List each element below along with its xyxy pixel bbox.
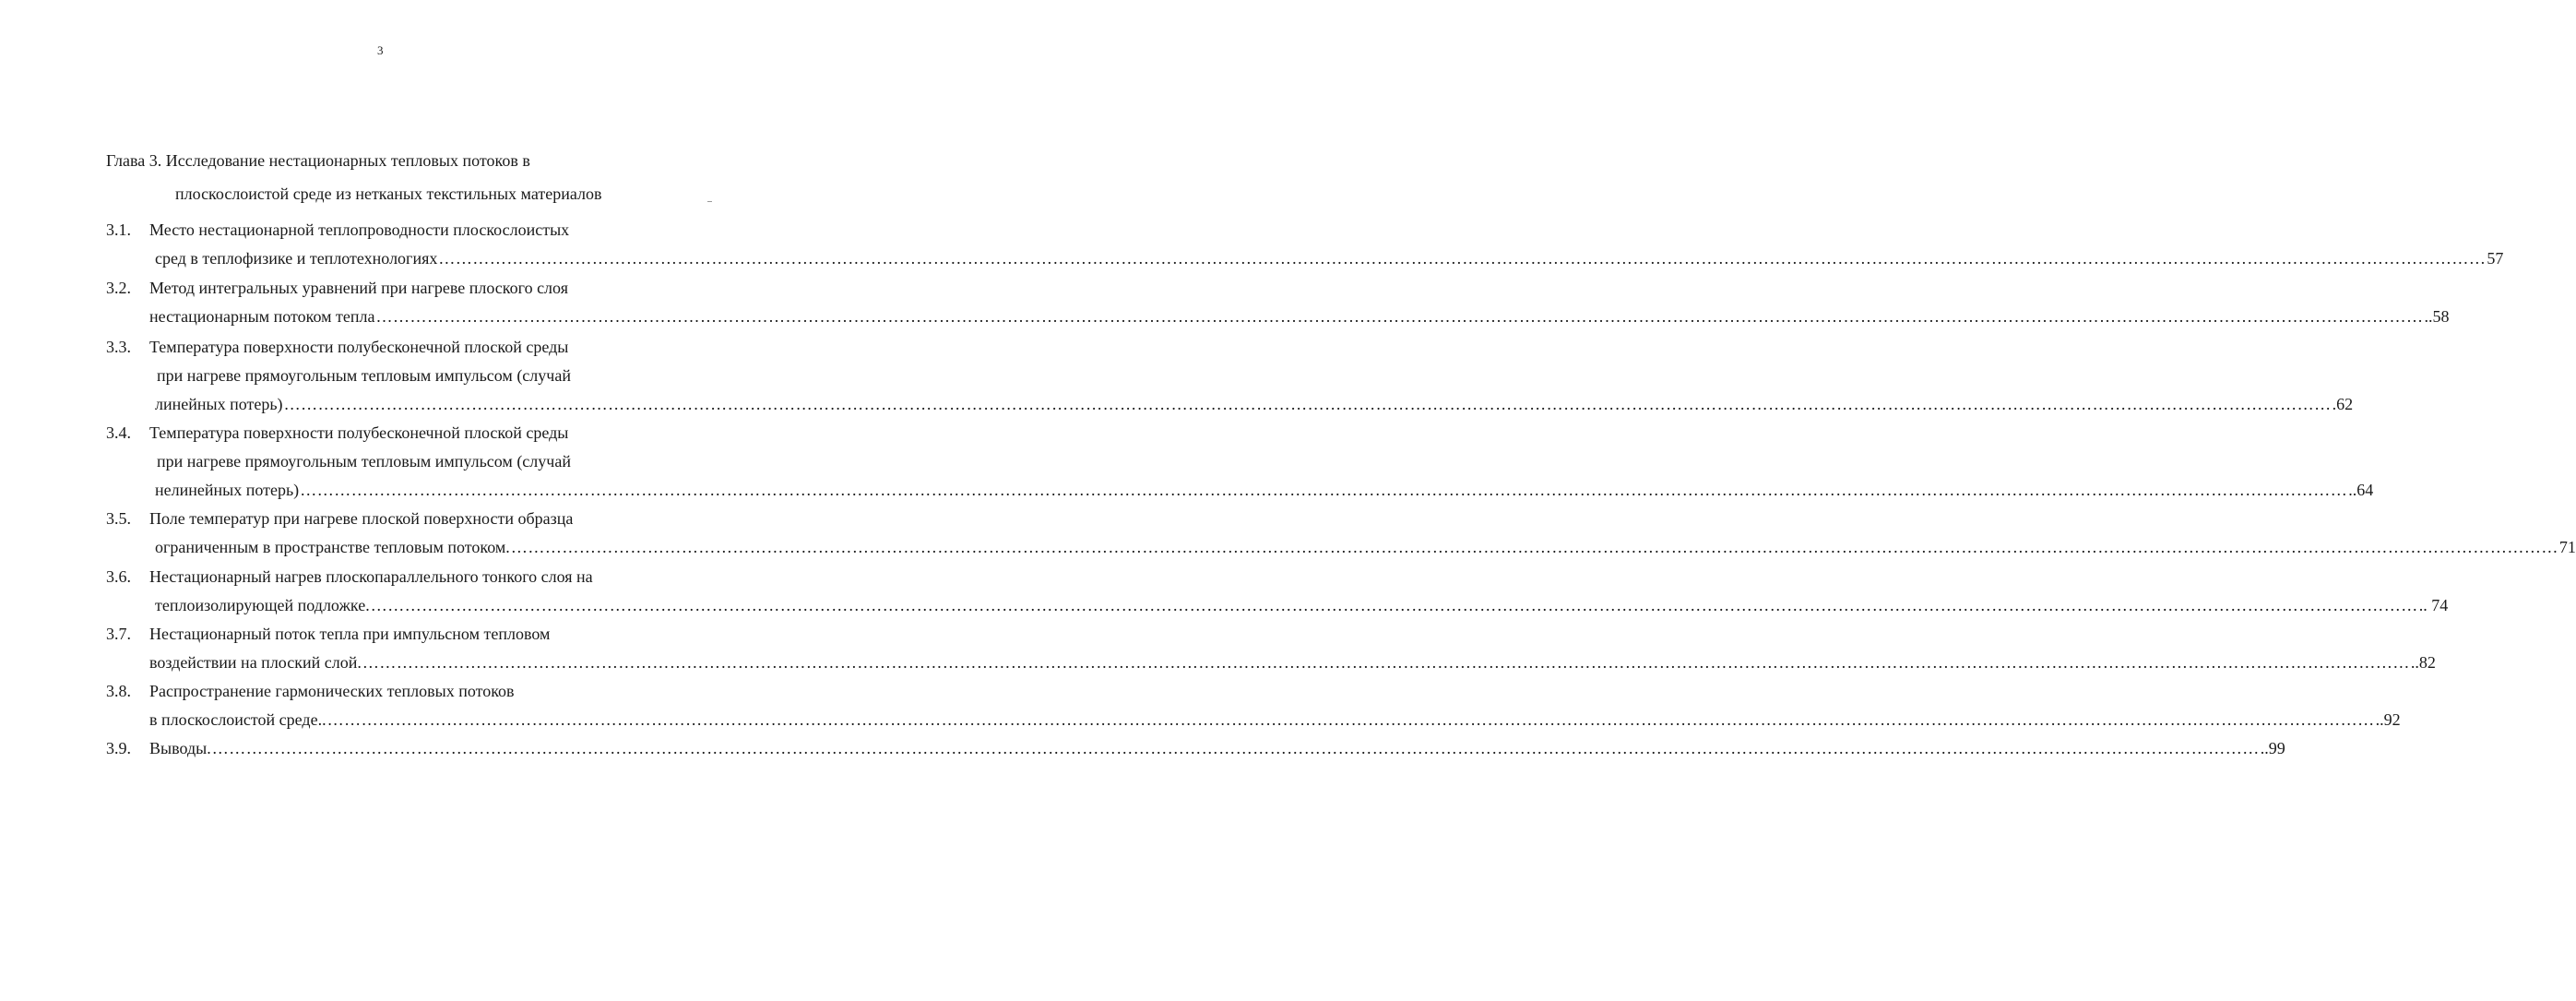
toc-entry-text: Нестационарный нагрев плоскопараллельного тонкого слоя на	[149, 567, 593, 586]
toc-entry-text: при нагреве прямоугольным тепловым импульсом (случай	[157, 366, 571, 385]
toc-page-number: ..58	[2424, 307, 2450, 326]
toc-page-number: ..64	[2348, 481, 2374, 499]
toc-leader-dots: ………………………………………………………………………………………………………………………………………………………………………………………………………………………………………………………………………………………………………………………………	[370, 596, 2418, 614]
toc-leader-dots: ………………………………………………………………………………………………………………………………………………………………………………………………………………………………………………………………………………………………………………………………	[438, 249, 2487, 268]
toc-entry-text: нелинейных потерь)	[155, 481, 300, 499]
toc-entry-number: 3.7.	[106, 625, 131, 643]
toc-entry-text: Температура поверхности полубесконечной плоской среды	[149, 338, 569, 356]
toc-entry-number: 3.4.	[106, 423, 131, 442]
toc-entry-text: Поле температур при нагреве плоской поверхности образца	[149, 509, 574, 528]
toc-leader-dots: ………………………………………………………………………………………………………………………………………………………………………………………………………………………………………………………………………………………………………………………………	[211, 739, 2260, 757]
toc-entry-number: 3.1.	[106, 220, 131, 239]
toc-entry-text: воздействии на плоский слой.	[149, 653, 362, 672]
toc-page-number: 57	[2487, 249, 2504, 268]
toc-entry-number: 3.5.	[106, 509, 131, 528]
toc-entry-text: ограниченным в пространстве тепловым потоком.	[155, 538, 510, 556]
toc-entry-text: линейных потерь)	[155, 395, 283, 413]
toc-entry-number: 3.2.	[106, 279, 131, 297]
toc-entry-text: в плоскослоистой среде..	[149, 710, 326, 729]
chapter-title-line-1: Глава 3. Исследование нестационарных тепловых потоков в	[106, 151, 530, 170]
toc-entry-text: Температура поверхности полубесконечной плоской среды	[149, 423, 569, 442]
toc-entry-number: 3.8.	[106, 682, 131, 700]
toc-page-number: ..92	[2375, 710, 2401, 729]
toc-entry-text: Распространение гармонических тепловых потоков	[149, 682, 515, 700]
toc-entry-number: 3.3.	[106, 338, 131, 356]
scan-speck	[707, 201, 712, 202]
toc-entry-text: при нагреве прямоугольным тепловым импульсом (случай	[157, 452, 571, 471]
toc-entry-text: нестационарным потоком тепла	[149, 307, 375, 326]
toc-leader-dots: ………………………………………………………………………………………………………………………………………………………………………………………………………………………………………………………………………………………………………………………………	[326, 710, 2375, 729]
toc-entry-text: Место нестационарной теплопроводности плоскослоистых	[149, 220, 570, 239]
toc-page-number: .. 74	[2418, 596, 2449, 614]
toc-leader-dots: ………………………………………………………………………………………………………………………………………………………………………………………………………………………………………………………………………………………………………………………………	[300, 481, 2348, 499]
toc-leader-dots: ………………………………………………………………………………………………………………………………………………………………………………………………………………………………………………………………………………………………………………………………	[362, 653, 2410, 672]
toc-entry-text: сред в теплофизике и теплотехнологиях	[155, 249, 438, 268]
toc-leader-dots: ………………………………………………………………………………………………………………………………………………………………………………………………………………………………………………………………………………………………………………………………	[510, 538, 2558, 556]
toc-page-number: ..82	[2410, 653, 2436, 672]
toc-page-number: ..99	[2260, 739, 2285, 757]
toc-entry-text: Нестационарный поток тепла при импульсном тепловом	[149, 625, 551, 643]
toc-entry-text: Выводы.	[149, 739, 211, 757]
toc-entry-number: 3.6.	[106, 567, 131, 586]
toc-entry-number: 3.9.	[106, 739, 131, 757]
toc-entry-text: Метод интегральных уравнений при нагреве плоского слоя	[149, 279, 568, 297]
chapter-title	[106, 144, 601, 210]
toc-page-number: 71	[2558, 538, 2576, 556]
toc-leader-dots: ………………………………………………………………………………………………………………………………………………………………………………………………………………………………………………………………………………………………………………………………	[375, 307, 2424, 326]
toc-entry-text: теплоизолирующей подложке.	[155, 596, 370, 614]
toc-page-number: .62	[2332, 395, 2354, 413]
page-number: 3	[377, 43, 384, 57]
chapter-title-line-2: плоскослоистой среде из нетканых текстильных материалов	[175, 185, 602, 203]
toc-leader-dots: ………………………………………………………………………………………………………………………………………………………………………………………………………………………………………………………………………………………………………………………………	[283, 395, 2332, 413]
